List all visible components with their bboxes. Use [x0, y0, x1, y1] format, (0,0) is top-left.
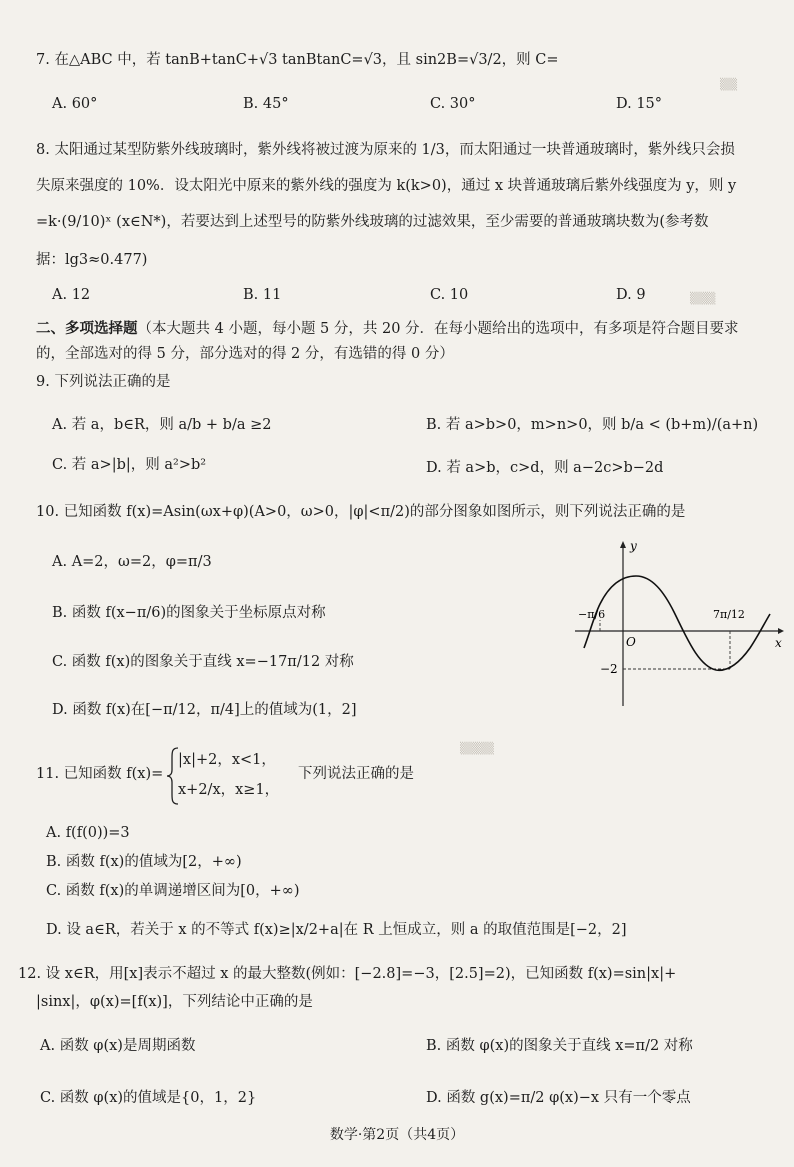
page-footer: 数学·第2页（共4页） [329, 1127, 465, 1143]
q8-option-a: A. 12 [52, 287, 91, 303]
q9-stem: 9. 下列说法正确的是 [36, 374, 171, 390]
q10-option-a: A. A=2，ω=2，φ=π/3 [52, 554, 212, 570]
q8-stem-line2: 失原来强度的 10%．设太阳光中原来的紫外线的强度为 k(k>0)，通过 x 块普通玻璃后紫外线强度为 y，则 y [36, 178, 737, 194]
q8-option-d: D. 9 [616, 287, 646, 303]
q7-option-d: D. 15° [616, 96, 663, 112]
q10-option-b: B. 函数 f(x−π/6)的图象关于坐标原点对称 [52, 605, 326, 621]
graph-right-tick-label: 7π/12 [713, 608, 745, 621]
q8-stem-line3: =k·(9/10)ˣ (x∈N*)，若要达到上述型号的防紫外线玻璃的过滤效果，至少需要的普通玻璃块数为(参考数 [36, 214, 709, 230]
q11-option-c: C. 函数 f(x)的单调递增区间为[0，+∞) [46, 883, 300, 899]
q7-option-b: B. 45° [243, 96, 289, 112]
section-2-header [36, 318, 776, 340]
graph-origin-label: O [626, 635, 636, 649]
q9-option-b: B. 若 a>b>0，m>n>0，则 b/a < (b+m)/(a+n) [426, 417, 759, 433]
q8-stem-line4: 据：lg3≈0.477) [36, 252, 148, 268]
section-2-heading: 二、多项选择题 [36, 320, 138, 337]
q11-option-b: B. 函数 f(x)的值域为[2，+∞) [46, 854, 242, 870]
q12-stem-line1: 12. 设 x∈R，用[x]表示不超过 x 的最大整数(例如：[−2.8]=−3，[2.5]=2)，已知函数 f(x)=sin|x|+ [18, 966, 677, 982]
graph-x-label: x [775, 636, 782, 650]
q11-case-1: |x|+2，x<1， [178, 752, 276, 768]
q12-stem-line2: |sinx|，φ(x)=[f(x)]，下列结论中正确的是 [36, 994, 313, 1010]
q7-option-a: A. 60° [52, 96, 98, 112]
graph-y-label: y [630, 539, 637, 553]
q11-option-a: A. f(f(0))=3 [46, 825, 130, 841]
section-2-instructions-2: 的，全部选对的得 5 分，部分选对的得 2 分，有选错的得 0 分） [36, 346, 454, 362]
graph-min-label: −2 [600, 662, 618, 676]
q12-option-b: B. 函数 φ(x)的图象关于直线 x=π/2 对称 [426, 1038, 693, 1054]
q10-option-c: C. 函数 f(x)的图象关于直线 x=−17π/12 对称 [52, 654, 354, 670]
q9-option-d: D. 若 a>b，c>d，则 a−2c>b−2d [426, 460, 664, 476]
graph-sine-curve [584, 576, 770, 670]
q12-option-c: C. 函数 φ(x)的值域是{0，1，2} [40, 1090, 257, 1106]
q8-stem-line1: 8. 太阳通过某型防紫外线玻璃时，紫外线将被过渡为原来的 1/3，而太阳通过一块普通玻璃时，紫外线只会损 [36, 142, 735, 158]
graph-left-tick-label: −π/6 [578, 608, 606, 621]
bleed-through-mark: ▒▒ [720, 78, 737, 91]
q11-case-2: x+2/x，x≥1， [178, 782, 280, 798]
bleed-through-mark: ▒▒▒ [690, 292, 716, 305]
q10-stem: 10. 已知函数 f(x)=Asin(ωx+φ)(A>0，ω>0，|φ|<π/2)的部分图象如图所示，则下列说法正确的是 [36, 504, 686, 520]
q7-stem: 7. 在△ABC 中，若 tanB+tanC+√3 tanBtanC=√3，且 sin2B=√3/2，则 C= [36, 52, 559, 68]
q11-stem-prefix: 11. 已知函数 f(x)= [36, 766, 164, 782]
section-2-instructions-1: （本大题共 4 小题，每小题 5 分，共 20 分．在每小题给出的选项中，有多项是符合题目要求 [137, 321, 739, 337]
q8-option-b: B. 11 [243, 287, 282, 303]
q10-option-d: D. 函数 f(x)在[−π/12，π/4]上的值域为(1，2] [52, 702, 357, 718]
graph-x-axis-arrow [778, 628, 784, 634]
q9-option-a: A. 若 a，b∈R，则 a/b + b/a ≥2 [52, 417, 272, 433]
q10-sine-graph [570, 536, 785, 711]
q9-option-c: C. 若 a>|b|，则 a²>b² [52, 457, 207, 473]
q12-option-a: A. 函数 φ(x)是周期函数 [40, 1038, 196, 1054]
q8-option-c: C. 10 [430, 287, 469, 303]
q11-option-d: D. 设 a∈R，若关于 x 的不等式 f(x)≥|x/2+a|在 R 上恒成立，则 a 的取值范围是[−2，2] [46, 922, 627, 938]
q11-stem-suffix: 下列说法正确的是 [298, 766, 414, 782]
bleed-through-mark: ▒▒▒▒ [460, 742, 494, 755]
graph-y-axis-arrow [620, 541, 626, 548]
q12-option-d: D. 函数 g(x)=π/2 φ(x)−x 只有一个零点 [426, 1090, 691, 1106]
q7-option-c: C. 30° [430, 96, 476, 112]
